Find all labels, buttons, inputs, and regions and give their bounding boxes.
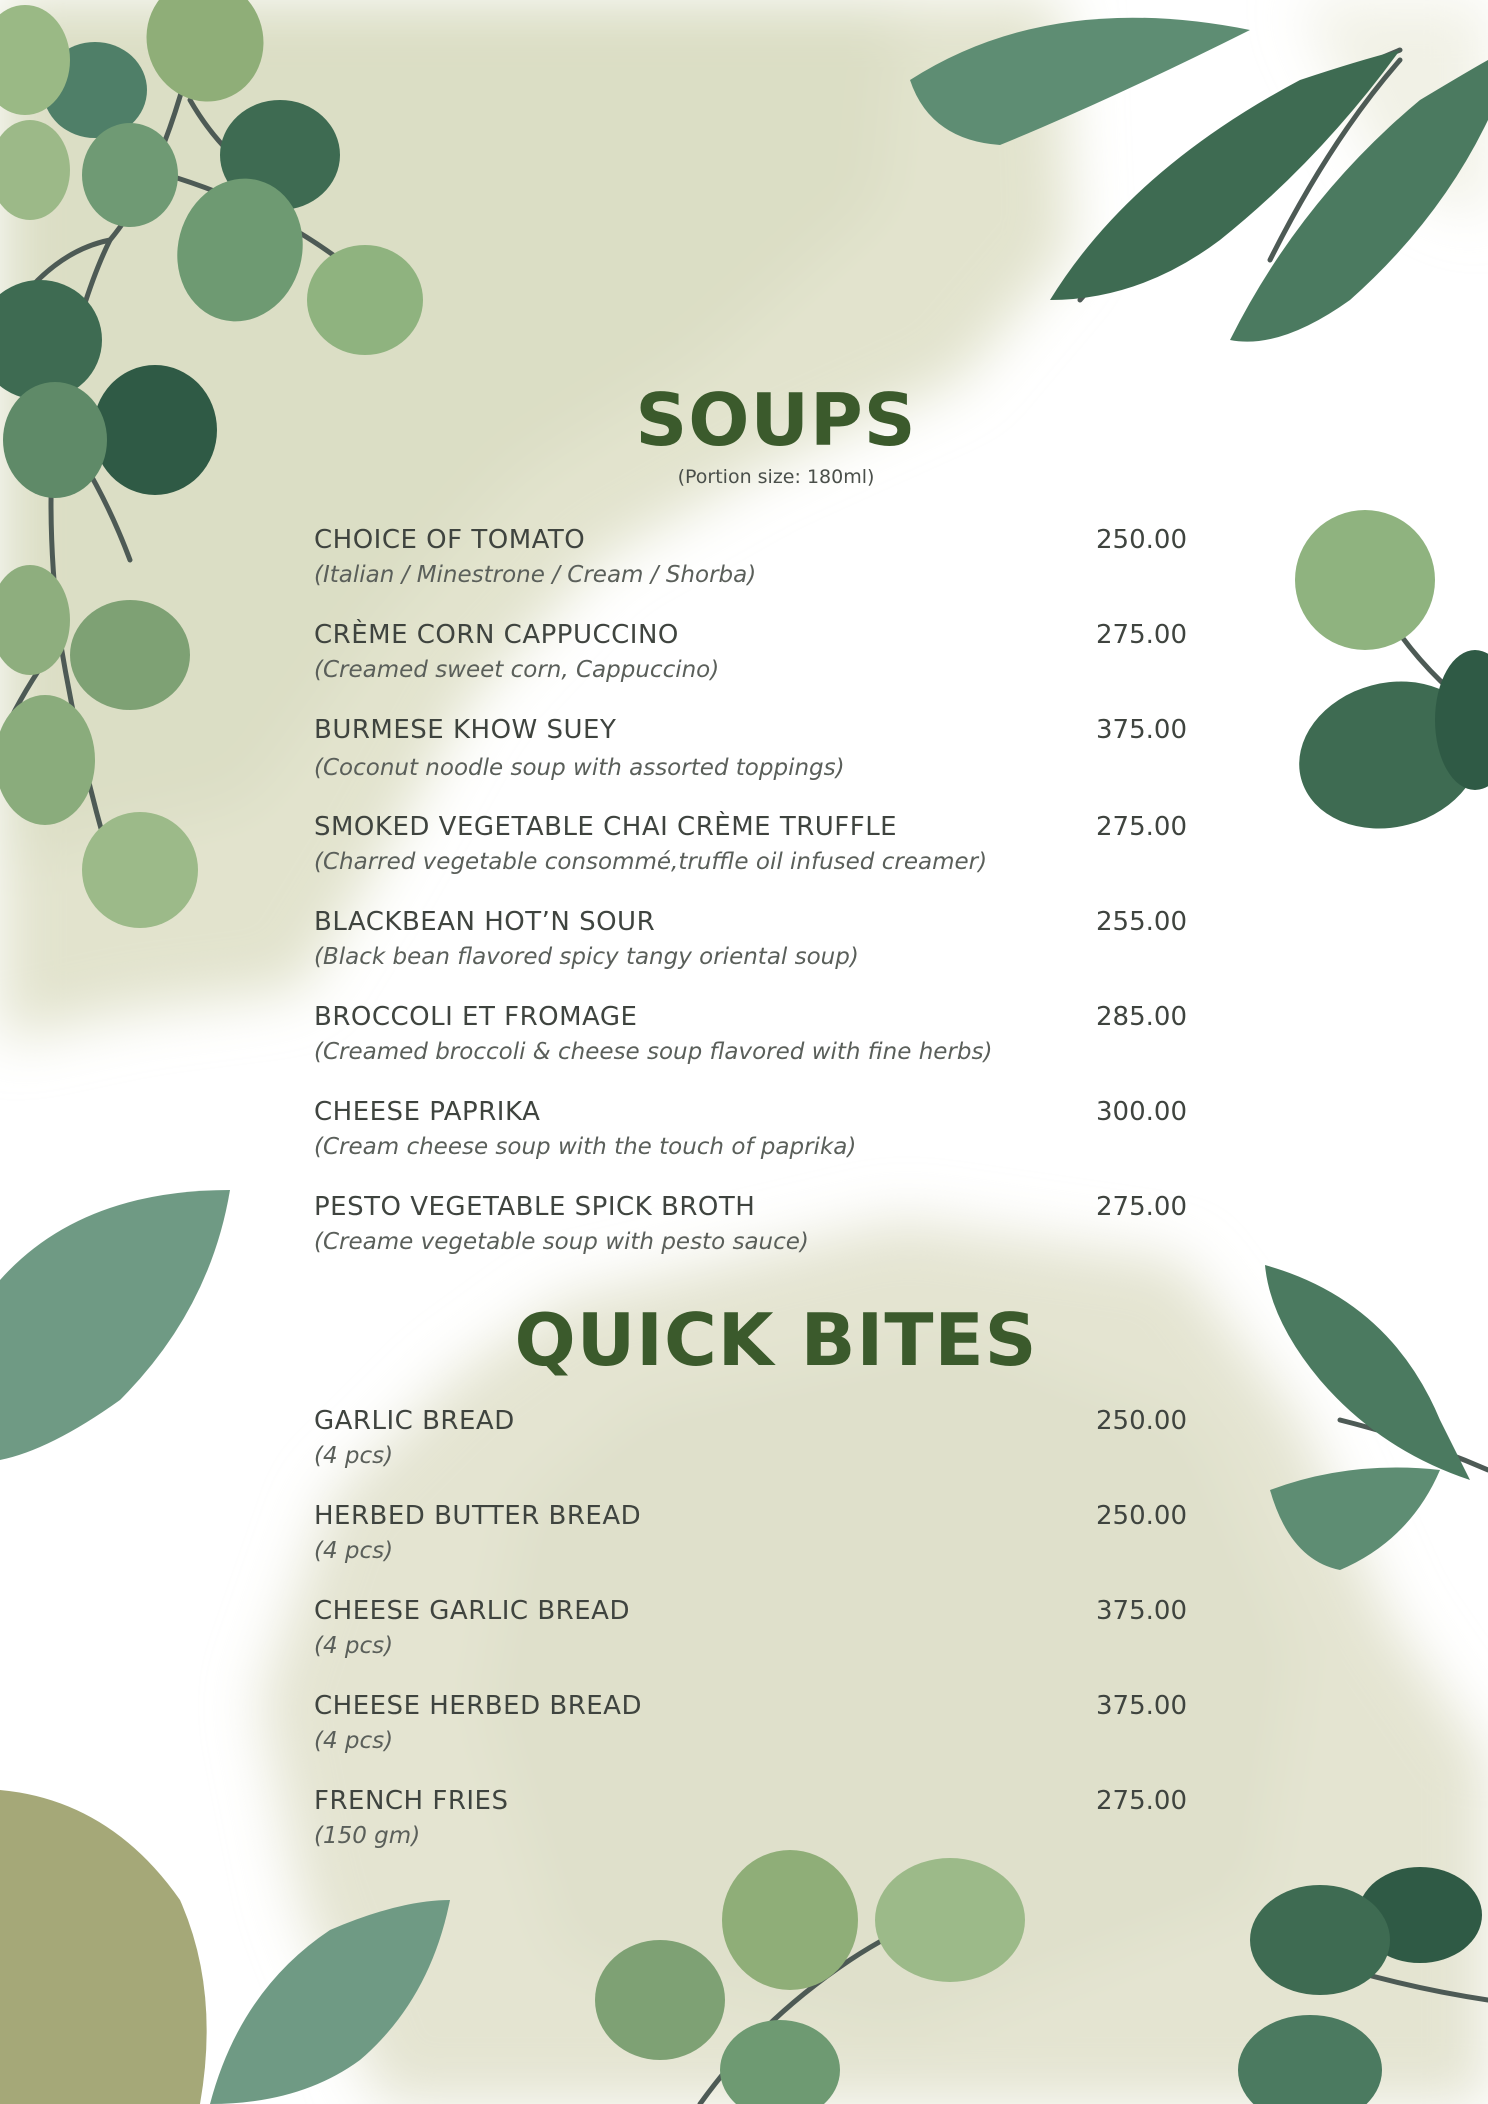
item-description: (4 pcs) bbox=[314, 1633, 394, 1659]
menu-item bbox=[314, 1406, 1187, 1476]
portion-size-note: (Portion size: 180ml) bbox=[677, 466, 875, 488]
item-description: (150 gm) bbox=[314, 1823, 421, 1849]
item-description: (Creamed sweet corn, Cappuccino) bbox=[314, 657, 720, 683]
item-price: 375.00 bbox=[1096, 715, 1187, 745]
item-price: 285.00 bbox=[1096, 1002, 1187, 1032]
item-description: (Black bean flavored spicy tangy oriental soup) bbox=[314, 944, 859, 970]
menu-item bbox=[314, 620, 1187, 690]
item-description: (Coconut noodle soup with assorted toppings) bbox=[314, 755, 845, 781]
item-description: (Charred vegetable consommé,truffle oil infused creamer) bbox=[314, 849, 988, 875]
item-price: 255.00 bbox=[1096, 907, 1187, 937]
menu-item bbox=[314, 812, 1187, 882]
item-price: 275.00 bbox=[1096, 1786, 1187, 1816]
item-description: (4 pcs) bbox=[314, 1443, 394, 1469]
item-price: 275.00 bbox=[1096, 1192, 1187, 1222]
item-name: CHOICE OF TOMATO bbox=[314, 525, 586, 555]
item-price: 275.00 bbox=[1096, 812, 1187, 842]
menu-item bbox=[314, 1002, 1187, 1072]
menu-item bbox=[314, 1691, 1187, 1761]
item-name: CRÈME CORN CAPPUCCINO bbox=[314, 620, 679, 650]
menu-item bbox=[314, 1786, 1187, 1856]
item-name: BURMESE KHOW SUEY bbox=[314, 715, 617, 745]
item-price: 275.00 bbox=[1096, 620, 1187, 650]
item-name: GARLIC BREAD bbox=[314, 1406, 515, 1436]
item-price: 250.00 bbox=[1096, 1501, 1187, 1531]
menu-item bbox=[314, 715, 1187, 785]
menu-item bbox=[314, 1097, 1187, 1167]
item-name: CHEESE GARLIC BREAD bbox=[314, 1596, 630, 1626]
item-description: (Cream cheese soup with the touch of paprika) bbox=[314, 1134, 857, 1160]
menu-item bbox=[314, 907, 1187, 977]
item-description: (Creamed broccoli & cheese soup flavored with fine herbs) bbox=[314, 1039, 993, 1065]
item-name: FRENCH FRIES bbox=[314, 1786, 509, 1816]
item-name: BROCCOLI ET FROMAGE bbox=[314, 1002, 638, 1032]
menu-item bbox=[314, 525, 1187, 595]
item-price: 300.00 bbox=[1096, 1097, 1187, 1127]
item-description: (4 pcs) bbox=[314, 1538, 394, 1564]
item-price: 250.00 bbox=[1096, 1406, 1187, 1436]
item-name: CHEESE HERBED BREAD bbox=[314, 1691, 642, 1721]
item-name: PESTO VEGETABLE SPICK BROTH bbox=[314, 1192, 756, 1222]
item-name: HERBED BUTTER BREAD bbox=[314, 1501, 642, 1531]
item-price: 250.00 bbox=[1096, 525, 1187, 555]
item-name: BLACKBEAN HOT’N SOUR bbox=[314, 907, 656, 937]
item-description: (4 pcs) bbox=[314, 1728, 394, 1754]
item-description: (Creame vegetable soup with pesto sauce) bbox=[314, 1229, 809, 1255]
section-title-quick-bites: QUICK BITES bbox=[514, 1298, 1038, 1382]
item-price: 375.00 bbox=[1096, 1596, 1187, 1626]
item-name: SMOKED VEGETABLE CHAI CRÈME TRUFFLE bbox=[314, 812, 898, 842]
item-description: (Italian / Minestrone / Cream / Shorba) bbox=[314, 562, 757, 588]
menu-item bbox=[314, 1192, 1187, 1262]
menu-item bbox=[314, 1596, 1187, 1666]
item-name: CHEESE PAPRIKA bbox=[314, 1097, 541, 1127]
section-title-soups: SOUPS bbox=[635, 378, 917, 462]
menu-item bbox=[314, 1501, 1187, 1571]
item-price: 375.00 bbox=[1096, 1691, 1187, 1721]
